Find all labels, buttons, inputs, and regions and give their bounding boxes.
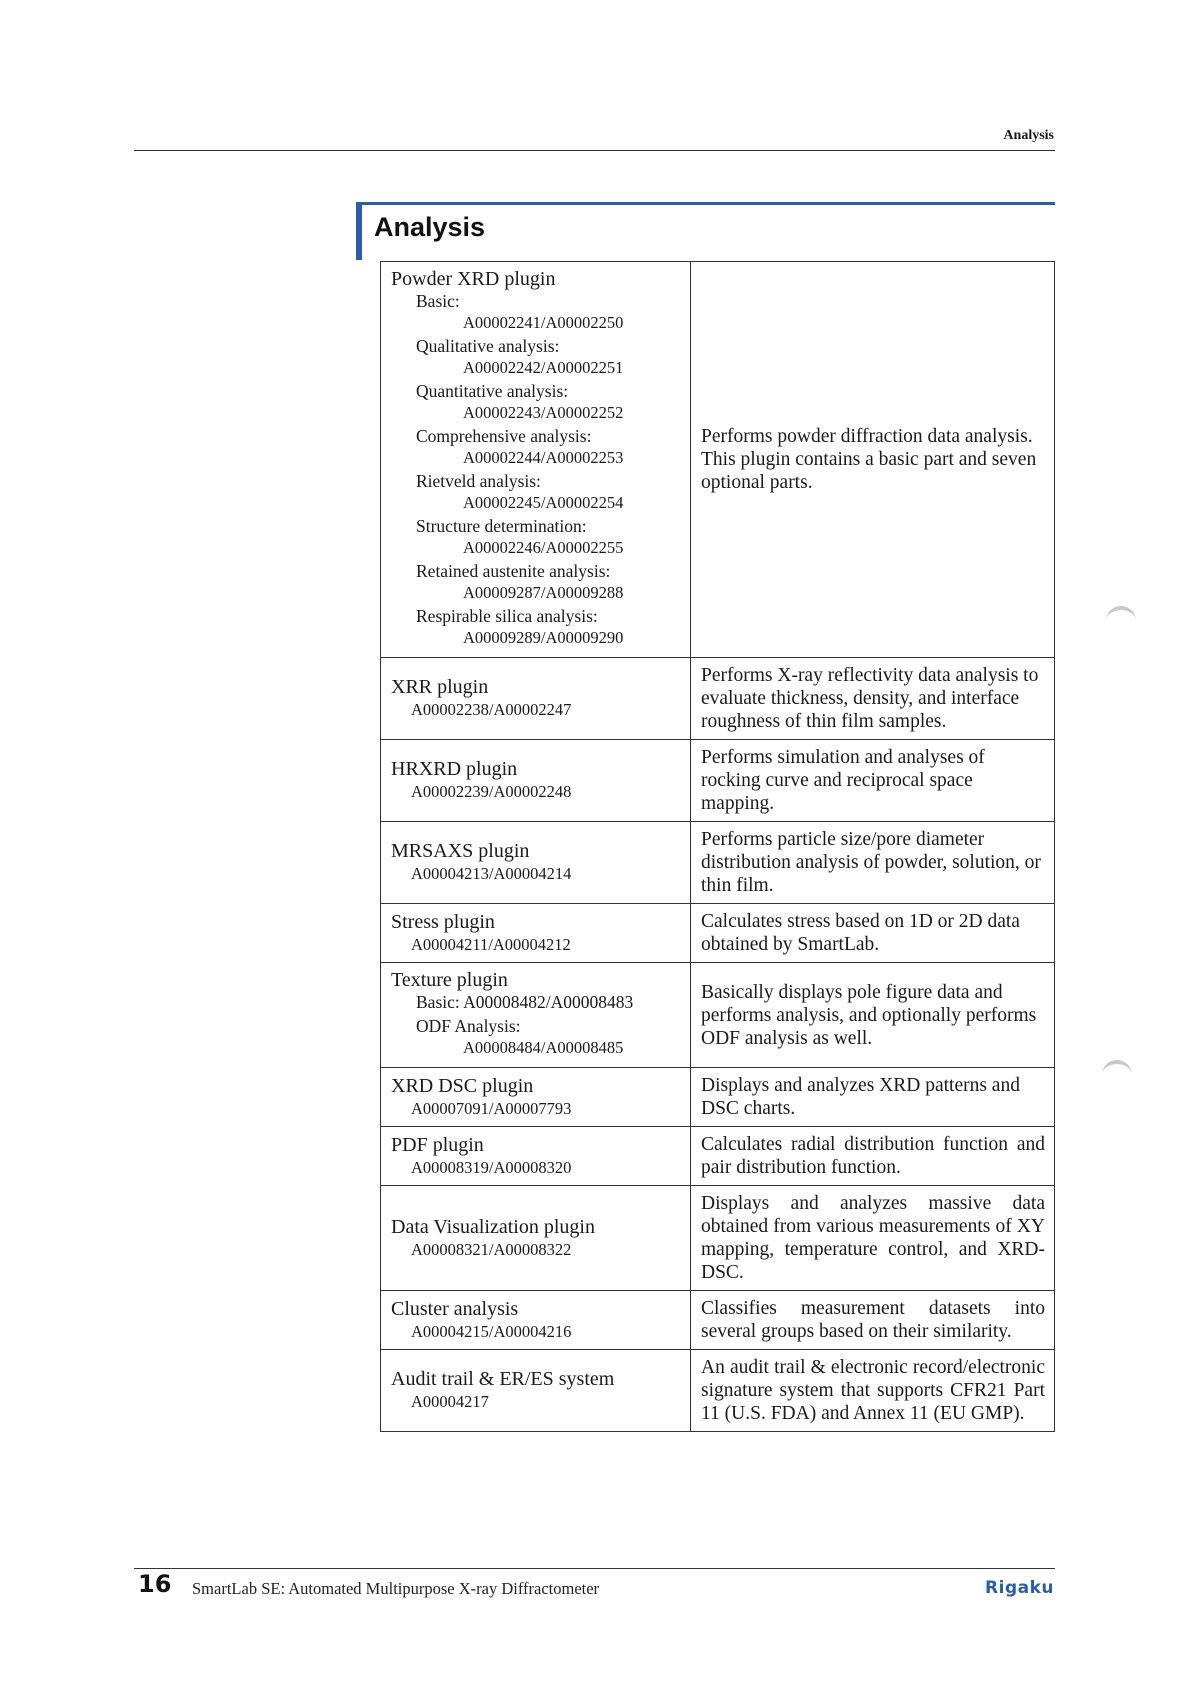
option-label: Respirable silica analysis: bbox=[416, 606, 598, 626]
option-label: Basic: bbox=[416, 291, 460, 311]
option-code: A00002246/A00002255 bbox=[463, 538, 624, 557]
plugin-name: Texture plugin bbox=[391, 969, 508, 991]
plugin-cell bbox=[381, 1186, 691, 1291]
plugin-cell bbox=[381, 963, 691, 1068]
plugin-code: A00004215/A00004216 bbox=[411, 1321, 572, 1341]
option-code: A00002242/A00002251 bbox=[463, 358, 624, 377]
option-label: Comprehensive analysis: bbox=[416, 426, 592, 446]
plugin-name: XRD DSC plugin bbox=[391, 1074, 534, 1097]
plugin-description: Performs particle size/pore diameter distribution analysis of powder, solution, or thin film. bbox=[691, 822, 1055, 904]
plugin-code: A00008321/A00008322 bbox=[411, 1239, 572, 1259]
plugin-name: Data Visualization plugin bbox=[391, 1215, 595, 1238]
table-row-xrr bbox=[381, 658, 1055, 740]
plugin-description: Calculates radial distribution function and pair distribution function. bbox=[691, 1127, 1055, 1186]
plugin-description: Performs powder diffraction data analysis. This plugin contains a basic part and seven optional parts. bbox=[691, 262, 1055, 658]
footer-rule bbox=[134, 1568, 1055, 1569]
section-bar bbox=[356, 202, 1055, 205]
table-row-audit-trail bbox=[381, 1350, 1055, 1432]
plugin-description: Calculates stress based on 1D or 2D data obtained by SmartLab. bbox=[691, 904, 1055, 963]
option-code: A00009287/A00009288 bbox=[463, 583, 624, 602]
plugin-code: A00002238/A00002247 bbox=[411, 700, 572, 719]
table-row-xrd-dsc bbox=[381, 1068, 1055, 1127]
plugin-name: Cluster analysis bbox=[391, 1297, 519, 1320]
option-label: Qualitative analysis: bbox=[416, 336, 560, 356]
option-code: A00002243/A00002252 bbox=[463, 403, 624, 422]
plugin-code: A00004211/A00004212 bbox=[411, 934, 571, 954]
table-row-mrsaxs bbox=[381, 822, 1055, 904]
table-row-hrxrd bbox=[381, 740, 1055, 822]
option-label: Basic: A00008482/A00008483 bbox=[416, 992, 634, 1012]
binder-hole-mark bbox=[1106, 606, 1136, 624]
binder-hole-mark bbox=[1102, 1060, 1132, 1078]
plugin-description: An audit trail & electronic record/electronic signature system that supports CFR21 Part 11 (U.S. FDA) and Annex 11 (EU GMP). bbox=[691, 1350, 1055, 1432]
plugin-description: Basically displays pole figure data and performs analysis, and optionally performs ODF analysis as well. bbox=[691, 963, 1055, 1068]
plugin-cell bbox=[381, 1127, 691, 1186]
plugin-name: PDF plugin bbox=[391, 1133, 484, 1156]
brand-logo: Rigaku bbox=[985, 1578, 1054, 1598]
plugin-name: XRR plugin bbox=[391, 676, 489, 698]
option-code: A00002241/A00002250 bbox=[463, 313, 624, 332]
option-label: Quantitative analysis: bbox=[416, 381, 569, 401]
analysis-table bbox=[380, 261, 1055, 1432]
table-row-cluster-analysis bbox=[381, 1291, 1055, 1350]
plugin-name: Stress plugin bbox=[391, 910, 495, 933]
option-code: A00002245/A00002254 bbox=[463, 493, 624, 512]
section-marker bbox=[356, 204, 362, 260]
plugin-cell bbox=[381, 740, 691, 822]
plugin-description: Displays and analyzes XRD patterns and DSC charts. bbox=[691, 1068, 1055, 1127]
plugin-cell bbox=[381, 822, 691, 904]
option-label: Rietveld analysis: bbox=[416, 471, 541, 491]
option-label: Retained austenite analysis: bbox=[416, 561, 611, 581]
option-label: Structure determination: bbox=[416, 516, 587, 536]
plugin-description: Performs X-ray reflectivity data analysis to evaluate thickness, density, and interface roughness of thin film samples. bbox=[691, 658, 1055, 740]
plugin-cell bbox=[381, 1068, 691, 1127]
plugin-cell bbox=[381, 1291, 691, 1350]
plugin-code: A00008319/A00008320 bbox=[411, 1157, 572, 1177]
table-row-texture bbox=[381, 963, 1055, 1068]
plugin-name: HRXRD plugin bbox=[391, 758, 518, 780]
plugin-cell bbox=[381, 904, 691, 963]
plugin-description: Performs simulation and analyses of rocking curve and reciprocal space mapping. bbox=[691, 740, 1055, 822]
plugin-name: Audit trail & ER/ES system bbox=[391, 1368, 615, 1390]
powder-cell bbox=[381, 262, 691, 658]
table-row-pdf bbox=[381, 1127, 1055, 1186]
option-code: A00009289/A00009290 bbox=[463, 628, 624, 647]
option-label: ODF Analysis: bbox=[416, 1016, 521, 1036]
running-head: Analysis bbox=[1003, 128, 1054, 143]
option-code: A00008484/A00008485 bbox=[463, 1038, 624, 1057]
page-number: 16 bbox=[138, 1570, 172, 1598]
plugin-description: Classifies measurement datasets into several groups based on their similarity. bbox=[691, 1291, 1055, 1350]
plugin-description: Displays and analyzes massive data obtained from various measurements of XY mapping, temperature control, and XRD-DSC. bbox=[691, 1186, 1055, 1291]
footer-title: SmartLab SE: Automated Multipurpose X-ray Diffractometer bbox=[192, 1579, 600, 1598]
table-row-powder-xrd bbox=[381, 262, 1055, 658]
table-row-stress bbox=[381, 904, 1055, 963]
plugin-code: A00004217 bbox=[411, 1392, 489, 1411]
plugin-code: A00007091/A00007793 bbox=[411, 1098, 572, 1118]
option-code: A00002244/A00002253 bbox=[463, 448, 624, 467]
plugin-name: Powder XRD plugin bbox=[391, 268, 556, 290]
section-title: Analysis bbox=[374, 212, 486, 242]
header-rule bbox=[134, 150, 1055, 151]
table-row-data-visualization bbox=[381, 1186, 1055, 1291]
plugin-code: A00002239/A00002248 bbox=[411, 782, 572, 801]
plugin-cell bbox=[381, 658, 691, 740]
plugin-cell bbox=[381, 1350, 691, 1432]
plugin-code: A00004213/A00004214 bbox=[411, 864, 572, 883]
plugin-name: MRSAXS plugin bbox=[391, 840, 530, 862]
